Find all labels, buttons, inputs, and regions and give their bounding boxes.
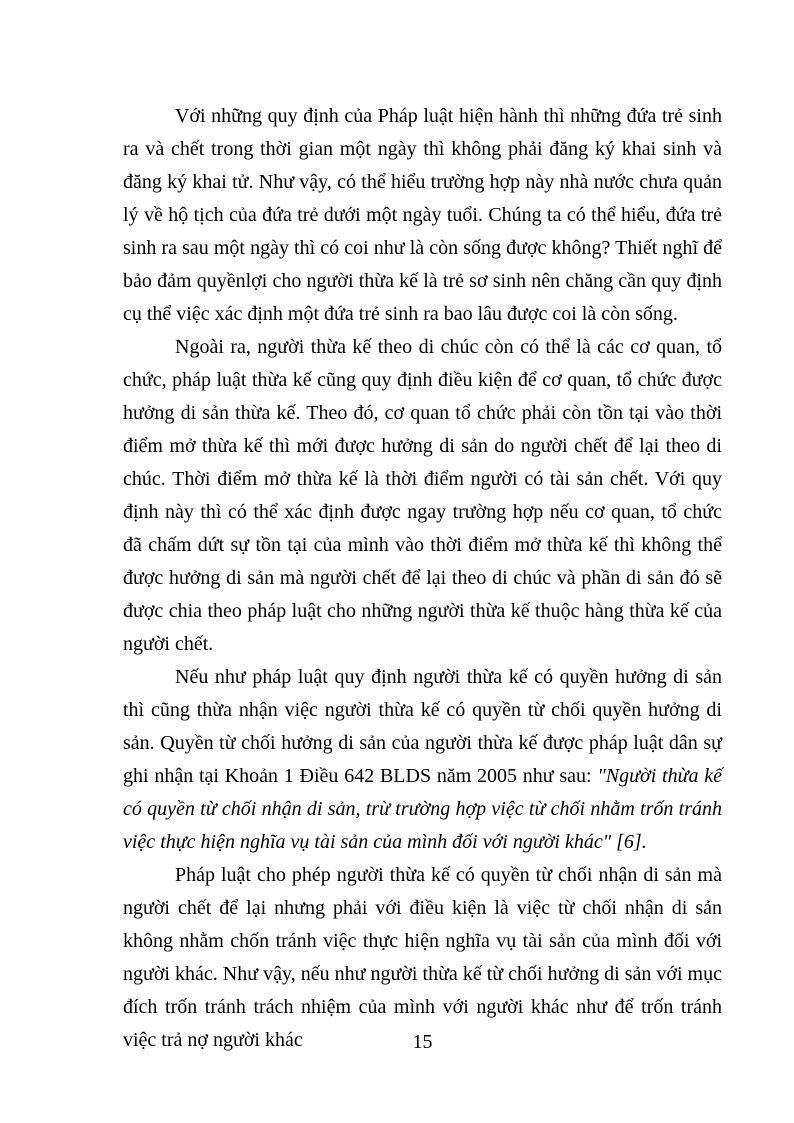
text-run: Với những quy định của Pháp luật hiện hành thì những đứa trẻ sinh ra và chết trong thời gian một ngày thì không phải đăng ký khai sinh và đăng ký khai tử. Như vậy, có thể hiểu trường hợp này nhà nước chưa quản lý về hộ tịch của đứa trẻ dưới một ngày tuổi. Chúng ta có thể hiểu, đứa trẻ sinh ra sau một ngày thì có coi như là còn sống được không? Thiết nghĩ để bảo đảm quyềnlợi cho người thừa kế là trẻ sơ sinh nên chăng cần quy định cụ thể việc xác định một đứa trẻ sinh ra bao lâu được coi là còn sống.	[123, 105, 722, 325]
paragraph	[123, 859, 722, 1057]
paragraph	[123, 331, 722, 661]
paragraph	[123, 100, 722, 331]
document-body	[123, 100, 722, 1057]
text-run: Pháp luật cho phép người thừa kế có quyền từ chối nhận di sản mà người chết để lại nhưng phải với điều kiện là việc từ chối nhận di sản không nhằm chốn tránh việc thực hiện nghĩa vụ tài sản của mình đối với người khác. Như vậy, nếu như người thừa kế từ chối hưởng di sản với mục đích trốn tránh trách nhiệm của mình với người khác như để trốn tránh việc trả nợ người khác	[123, 864, 722, 1051]
text-run: Ngoài ra, người thừa kế theo di chúc còn có thể là các cơ quan, tổ chức, pháp luật thừa kế cũng quy định điều kiện để cơ quan, tổ chức được hưởng di sản thừa kế. Theo đó, cơ quan tổ chức phải còn tồn tại vào thời điểm mở thừa kế thì mới được hưởng di sản do người chết để lại theo di chúc. Thời điểm mở thừa kế là thời điểm người có tài sản chết. Với quy định này thì có thể xác định được ngay trường hợp nếu cơ quan, tổ chức đã chấm dứt sự tồn tại của mình vào thời điểm mở thừa kế thì không thể được hưởng di sản mà người chết để lại theo di chúc và phần di sản đó sẽ được chia theo pháp luật cho những người thừa kế thuộc hàng thừa kế của người chết.	[123, 336, 722, 655]
text-run: Nếu như pháp luật quy định người thừa kế có quyền hưởng di sản thì cũng thừa nhận việc người thừa kế có quyền từ chối quyền hưởng di sản. Quyền từ chối hưởng di sản của người thừa kế được pháp luật dân sự ghi nhận tại Khoản 1 Điều 642 BLDS năm 2005 như sau:	[123, 666, 722, 787]
paragraph	[123, 661, 722, 859]
quoted-italic-run: "Người thừa kế có quyền từ chối nhận di sản, trừ trường hợp việc từ chối nhằm trốn tránh việc thực hiện nghĩa vụ tài sản của mình đối với người khác" [6].	[123, 765, 722, 853]
page-number: 15	[412, 1031, 433, 1053]
